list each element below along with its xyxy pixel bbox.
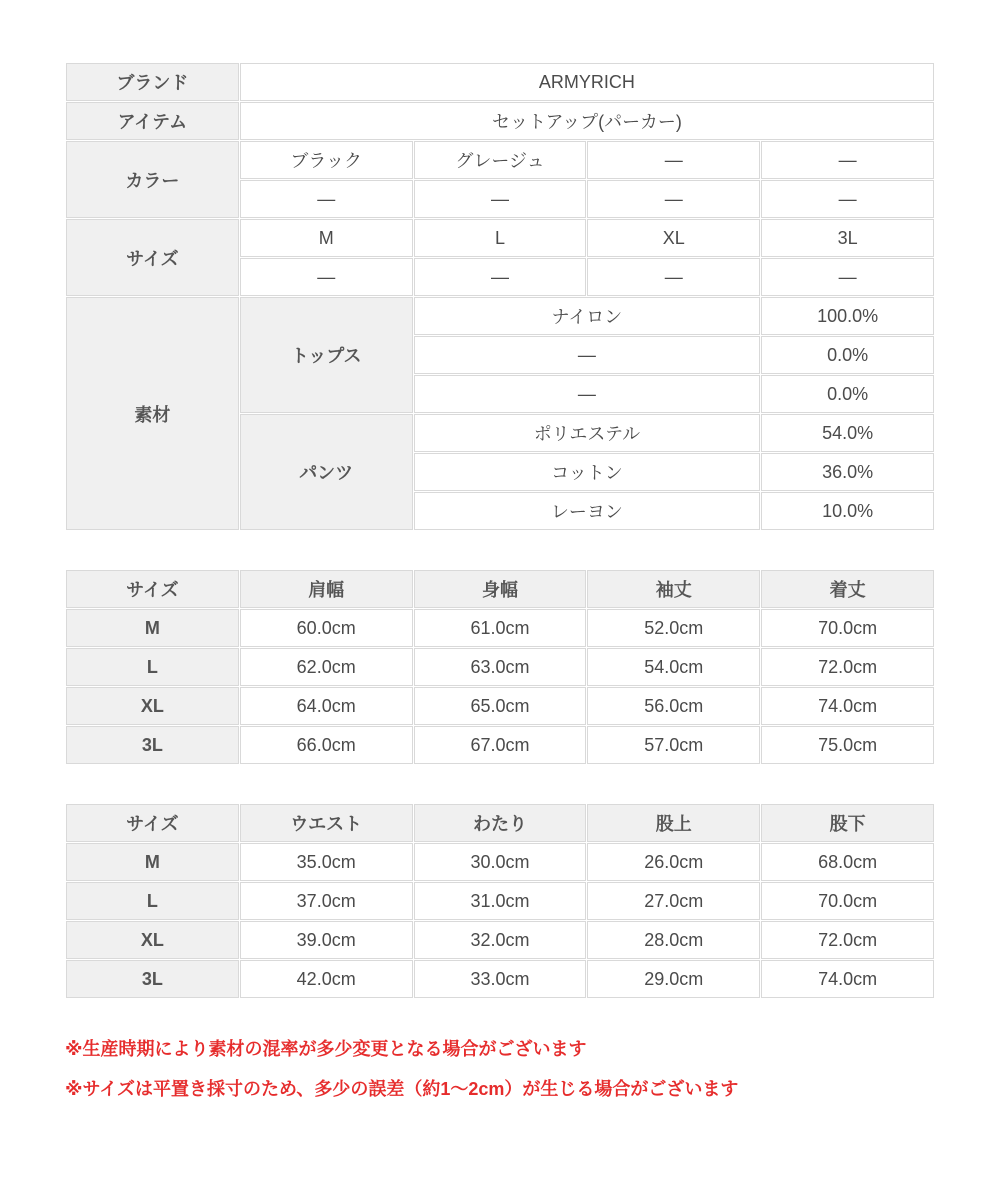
measurement-cell: 62.0cm [240,648,413,686]
column-header: 身幅 [414,570,587,608]
color-cell: — [761,180,934,218]
measurement-cell: 60.0cm [240,609,413,647]
color-cell: グレージュ [414,141,587,179]
column-header: 股上 [587,804,760,842]
material-name: ナイロン [414,297,761,335]
measurement-cell: 56.0cm [587,687,760,725]
tops-size-table [65,569,935,765]
pants-row-xl [66,921,934,959]
measurement-cell: 63.0cm [414,648,587,686]
size-label: サイズ [66,219,239,296]
color-cell: — [587,180,760,218]
measurement-cell: 67.0cm [414,726,587,764]
color-cell: ブラック [240,141,413,179]
size-row-label: XL [66,687,239,725]
measurement-cell: 32.0cm [414,921,587,959]
material-group-pants: パンツ [240,414,413,530]
color-row [66,141,934,179]
pants-row-l [66,882,934,920]
measurement-cell: 35.0cm [240,843,413,881]
measurement-cell: 74.0cm [761,687,934,725]
measurement-cell: 31.0cm [414,882,587,920]
material-label: 素材 [66,297,239,530]
measurement-cell: 27.0cm [587,882,760,920]
measurement-cell: 42.0cm [240,960,413,998]
size-row-label: 3L [66,960,239,998]
measurement-cell: 68.0cm [761,843,934,881]
column-header: 肩幅 [240,570,413,608]
size-row-label: M [66,609,239,647]
color-label: カラー [66,141,239,218]
size-cell: — [587,258,760,296]
size-disclaimer-note: ※サイズは平置き採寸のため、多少の誤差（約1〜2cm）が生じる場合がございます [65,1079,739,1099]
measurement-cell: 52.0cm [587,609,760,647]
material-name: レーヨン [414,492,761,530]
size-row-label: L [66,648,239,686]
measurement-cell: 61.0cm [414,609,587,647]
disclaimer-notes [65,1029,935,1109]
size-row-label: 3L [66,726,239,764]
measurement-cell: 74.0cm [761,960,934,998]
material-percent: 36.0% [761,453,934,491]
material-name: — [414,336,761,374]
measurement-cell: 57.0cm [587,726,760,764]
product-spec-page [65,0,935,1189]
measurement-cell: 39.0cm [240,921,413,959]
material-disclaimer-note: ※生産時期により素材の混率が多少変更となる場合がございます [65,1039,587,1059]
material-name: — [414,375,761,413]
size-cell: — [414,258,587,296]
color-cell: — [587,141,760,179]
material-name: ポリエステル [414,414,761,452]
column-header: わたり [414,804,587,842]
size-cell: M [240,219,413,257]
measurement-cell: 75.0cm [761,726,934,764]
measurement-cell: 29.0cm [587,960,760,998]
product-info-table [65,62,935,531]
column-header: 着丈 [761,570,934,608]
size-row-label: XL [66,921,239,959]
material-percent: 54.0% [761,414,934,452]
size-row [66,219,934,257]
brand-row [66,63,934,101]
column-header: 股下 [761,804,934,842]
column-header: ウエスト [240,804,413,842]
column-header: サイズ [66,804,239,842]
tops-row-m [66,609,934,647]
pants-header-row [66,804,934,842]
material-name: コットン [414,453,761,491]
measurement-cell: 65.0cm [414,687,587,725]
tops-row-xl [66,687,934,725]
brand-value: ARMYRICH [240,63,934,101]
material-percent: 100.0% [761,297,934,335]
measurement-cell: 33.0cm [414,960,587,998]
pants-row-m [66,843,934,881]
measurement-cell: 54.0cm [587,648,760,686]
measurement-cell: 66.0cm [240,726,413,764]
material-percent: 0.0% [761,336,934,374]
measurement-cell: 72.0cm [761,921,934,959]
measurement-cell: 37.0cm [240,882,413,920]
item-row [66,102,934,140]
tops-row-l [66,648,934,686]
brand-label: ブランド [66,63,239,101]
measurement-cell: 64.0cm [240,687,413,725]
measurement-cell: 70.0cm [761,609,934,647]
size-cell: L [414,219,587,257]
tops-row-3l [66,726,934,764]
measurement-cell: 26.0cm [587,843,760,881]
pants-size-table [65,803,935,999]
measurement-cell: 28.0cm [587,921,760,959]
size-cell: — [761,258,934,296]
item-value: セットアップ(パーカー) [240,102,934,140]
material-percent: 0.0% [761,375,934,413]
measurement-cell: 30.0cm [414,843,587,881]
column-header: 袖丈 [587,570,760,608]
size-row-label: M [66,843,239,881]
item-label: アイテム [66,102,239,140]
color-cell: — [761,141,934,179]
measurement-cell: 70.0cm [761,882,934,920]
color-cell: — [240,180,413,218]
size-row-label: L [66,882,239,920]
tops-header-row [66,570,934,608]
size-cell: XL [587,219,760,257]
pants-row-3l [66,960,934,998]
color-cell: — [414,180,587,218]
column-header: サイズ [66,570,239,608]
material-group-tops: トップス [240,297,413,413]
measurement-cell: 72.0cm [761,648,934,686]
material-percent: 10.0% [761,492,934,530]
size-cell: 3L [761,219,934,257]
material-row [66,297,934,335]
size-cell: — [240,258,413,296]
